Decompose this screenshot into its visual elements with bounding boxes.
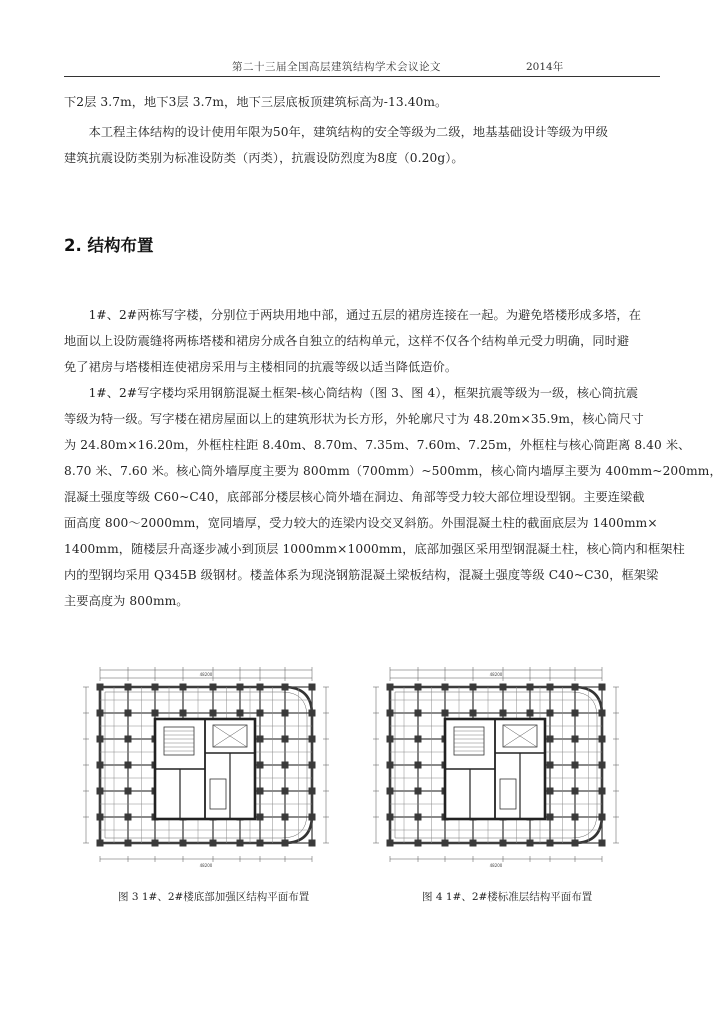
column	[257, 736, 264, 743]
paragraph	[64, 380, 722, 614]
column	[282, 788, 289, 795]
text-line: 1#、2#写字楼均采用钢筋混凝土框架-核心筒结构（图 3、图 4），框架抗震等级为一级，核心筒抗震	[64, 386, 639, 400]
column	[257, 762, 264, 769]
paragraph	[64, 89, 660, 115]
text-line: 内的型钢均采用 Q345B 级钢材。楼盖体系为现浇钢筋混凝土梁板结构，混凝土强度等级 C40~C30，框架梁	[64, 568, 659, 582]
column	[547, 814, 554, 821]
column	[387, 788, 394, 795]
column	[415, 814, 422, 821]
column	[210, 840, 217, 847]
column	[442, 710, 449, 717]
column	[282, 762, 289, 769]
column	[210, 684, 217, 691]
column	[309, 840, 316, 847]
text-line: 1#、2#两栋写字楼，分别位于两块用地中部，通过五层的裙房连接在一起。为避免塔楼形成多塔，在	[64, 308, 641, 322]
column	[527, 684, 534, 691]
text-line: 主要高度为 800mm。	[64, 594, 189, 608]
column	[152, 840, 159, 847]
column	[572, 788, 579, 795]
column	[125, 736, 132, 743]
column	[309, 684, 316, 691]
column	[125, 814, 132, 821]
column	[470, 840, 477, 847]
header-title: 第二十三届全国高层建筑结构学术会议论文	[232, 61, 441, 73]
column	[599, 762, 606, 769]
dimension-label: 48200	[199, 863, 213, 868]
column	[572, 762, 579, 769]
column	[572, 814, 579, 821]
column	[547, 736, 554, 743]
column	[97, 788, 104, 795]
text-line: 1400mm，随楼层升高逐步减小到顶层 1000mm×1000mm，底部加强区采用型钢混凝土柱，核心筒内和框架柱	[64, 542, 685, 556]
column	[547, 840, 554, 847]
text-line: 下2层 3.7m，地下3层 3.7m，地下三层底板顶建筑标高为-13.40m。	[64, 95, 448, 109]
column	[599, 736, 606, 743]
text-line: 地面以上设防震缝将两栋塔楼和裙房分成各自独立的结构单元，这样不仅各个结构单元受力明确，同时避	[64, 334, 630, 348]
column	[415, 736, 422, 743]
column	[309, 762, 316, 769]
column	[257, 814, 264, 821]
column	[387, 762, 394, 769]
column	[97, 762, 104, 769]
column	[309, 814, 316, 821]
column	[97, 840, 104, 847]
column	[527, 710, 534, 717]
text-line: 等级为特一级。写字楼在裙房屋面以上的建筑形状为长方形，外轮廓尺寸为 48.20m×35.9m，核心筒尺寸	[64, 412, 644, 426]
column	[125, 762, 132, 769]
figure-3-floor-plan	[80, 661, 340, 873]
text-line: 建筑抗震设防类别为标准设防类（丙类），抗震设防烈度为8度（0.20g）。	[64, 151, 464, 165]
column	[282, 840, 289, 847]
figure-4-caption: 图 4 1#、2#楼标准层结构平面布置	[422, 891, 593, 903]
column	[599, 710, 606, 717]
column	[237, 840, 244, 847]
column	[387, 840, 394, 847]
column	[572, 710, 579, 717]
floor-plan-drawing	[80, 661, 340, 873]
section-heading: 2. 结构布置	[64, 236, 154, 255]
column	[547, 762, 554, 769]
text-line: 本工程主体结构的设计使用年限为50年，建筑结构的安全等级为二级，地基基础设计等级为甲级	[64, 125, 609, 139]
column	[415, 684, 422, 691]
column	[237, 684, 244, 691]
column	[599, 684, 606, 691]
paragraph	[64, 302, 660, 380]
column	[210, 710, 217, 717]
column	[237, 710, 244, 717]
column	[500, 684, 507, 691]
column	[387, 814, 394, 821]
column	[415, 840, 422, 847]
column	[415, 788, 422, 795]
column	[387, 710, 394, 717]
page-header	[64, 56, 660, 77]
column	[500, 710, 507, 717]
column	[282, 814, 289, 821]
column	[599, 814, 606, 821]
column	[547, 788, 554, 795]
column	[257, 788, 264, 795]
column	[500, 840, 507, 847]
text-line: 混凝土强度等级 C60~C40，底部部分楼层核心筒外墙在洞边、角部等受力较大部位埋设型钢。主要连梁截	[64, 490, 645, 504]
column	[387, 736, 394, 743]
column	[125, 710, 132, 717]
column	[180, 710, 187, 717]
dimension-label: 48200	[489, 863, 503, 868]
column	[547, 684, 554, 691]
text-line: 为 24.80m×16.20m，外框柱柱距 8.40m、8.70m、7.35m、7.60m、7.25m，外框柱与核心筒距离 8.40 米、	[64, 438, 691, 452]
column	[97, 736, 104, 743]
paragraph	[64, 119, 660, 171]
column	[572, 684, 579, 691]
column	[527, 840, 534, 847]
column	[97, 684, 104, 691]
figure-3-caption: 图 3 1#、2#楼底部加强区结构平面布置	[118, 891, 310, 903]
column	[152, 710, 159, 717]
column	[470, 710, 477, 717]
column	[125, 840, 132, 847]
column	[97, 710, 104, 717]
column	[257, 840, 264, 847]
column	[415, 710, 422, 717]
dimension-label: 48200	[489, 672, 503, 677]
column	[309, 736, 316, 743]
column	[125, 684, 132, 691]
column	[442, 840, 449, 847]
column	[282, 710, 289, 717]
column	[97, 814, 104, 821]
column	[547, 710, 554, 717]
column	[257, 710, 264, 717]
text-line: 免了裙房与塔楼相连使裙房采用与主楼相同的抗震等级以适当降低造价。	[64, 360, 458, 374]
column	[599, 840, 606, 847]
figure-4-floor-plan	[370, 661, 630, 873]
text-line: 面高度 800～2000mm，宽同墙厚，受力较大的连梁内设交叉斜筋。外围混凝土柱的截面底层为 1400mm×	[64, 516, 658, 530]
column	[309, 710, 316, 717]
header-year: 2014年	[526, 61, 564, 73]
dimension-label: 48200	[199, 672, 213, 677]
column	[387, 684, 394, 691]
floor-plan-drawing	[370, 661, 630, 873]
column	[470, 684, 477, 691]
text-line: 8.70 米、7.60 米。核心筒外墙厚度主要为 800mm（700mm）~500mm，核心筒内墙厚主要为 400mm~200mm，	[64, 464, 722, 478]
column	[180, 840, 187, 847]
column	[415, 762, 422, 769]
column	[309, 788, 316, 795]
column	[282, 736, 289, 743]
column	[442, 684, 449, 691]
column	[257, 684, 264, 691]
column	[572, 840, 579, 847]
column	[180, 684, 187, 691]
column	[572, 736, 579, 743]
column	[282, 684, 289, 691]
column	[599, 788, 606, 795]
column	[152, 684, 159, 691]
column	[125, 788, 132, 795]
